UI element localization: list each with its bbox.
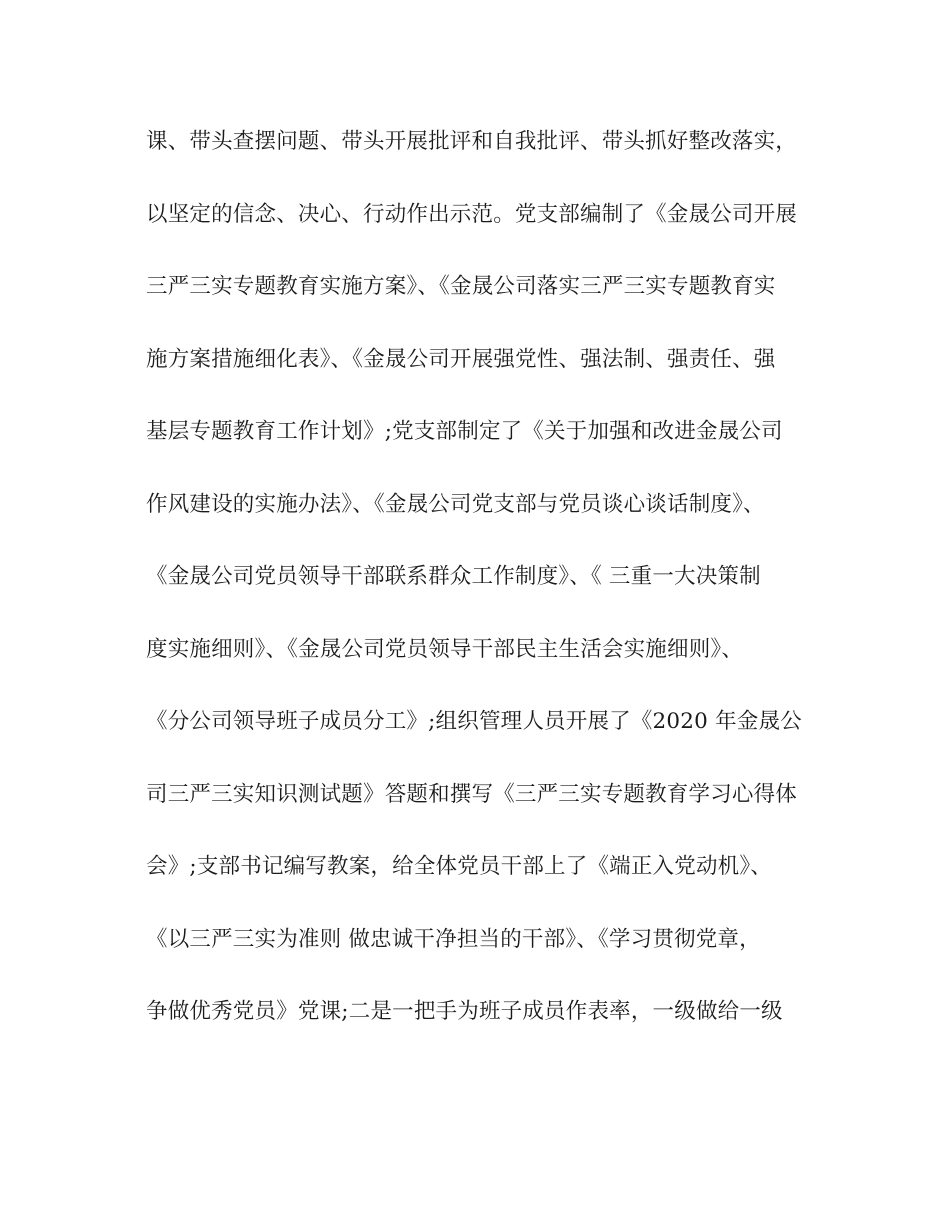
text-line: 以坚定的信念、决心、行动作出示范。党支部编制了《金晟公司开展 [146, 201, 798, 227]
text-line: 争做优秀党员》党课;二是一把手为班子成员作表率，一级做给一级 [146, 999, 783, 1024]
text-line: 基层专题教育工作计划》;党支部制定了《关于加强和改进金晟公司 [146, 419, 783, 444]
text-line: 施方案措施细化表》、《金晟公司开展强党性、强法制、强责任、强 [146, 346, 776, 372]
text-line: 《以三严三实为准则 做忠诚干净担当的干部》、《学习贯彻党章， [146, 926, 761, 952]
text-line: 作风建设的实施办法》、《金晟公司党支部与党员谈心谈话制度》、 [146, 491, 765, 517]
text-line: 司三严三实知识测试题》答题和撰写《三严三实专题教育学习心得体 [146, 781, 798, 807]
body-text [146, 122, 806, 1065]
text-line: 《金晟公司党员领导干部联系群众工作制度》、《 三重一大决策制 [146, 564, 761, 589]
text-line: 度实施细则》、《金晟公司党员领导干部民主生活会实施细则》、 [146, 636, 744, 662]
text-line: 《分公司领导班子成员分工》;组织管理人员开展了《2020 年金晟公 [146, 709, 802, 734]
text-line: 课、带头查摆问题、带头开展批评和自我批评、带头抓好整改落实， [146, 129, 798, 154]
text-line: 会》;支部书记编写教案，给全体党员干部上了《端正入党动机》、 [146, 854, 772, 879]
text-line: 三严三实专题教育实施方案》、《金晟公司落实三严三实专题教育实 [146, 274, 776, 299]
